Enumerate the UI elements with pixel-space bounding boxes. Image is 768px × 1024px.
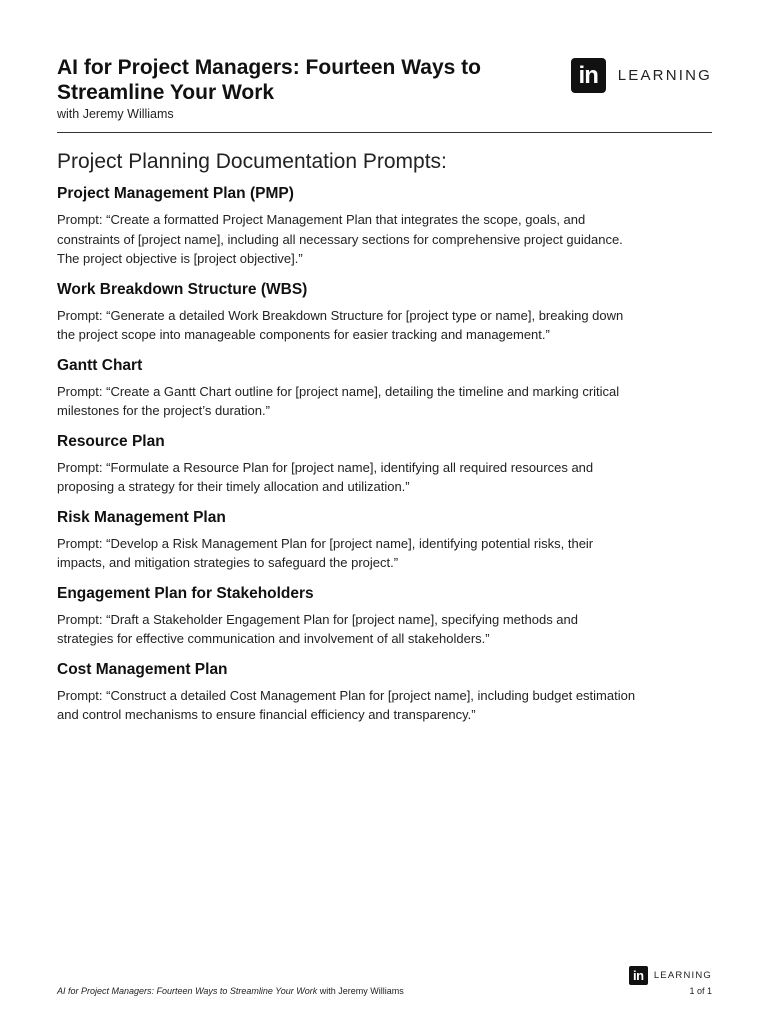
prompt-text: Prompt: “Develop a Risk Management Plan for [project name], identifying potential risks, their impacts, and mitigation strategies to safeguard the project.” [57,535,594,570]
prompt-title: Resource Plan [57,432,165,450]
document-header [57,55,712,121]
prompt-section [57,356,637,421]
prompt-title: Gantt Chart [57,356,143,374]
footer-author: with Jeremy Williams [319,986,404,996]
section-title: Project Planning Documentation Prompts: [57,150,447,173]
prompt-text: Prompt: “Draft a Stakeholder Engagement Plan for [project name], specifying methods and strategies for effective communication and involvement of all stakeholders.” [57,611,578,646]
prompt-title: Project Management Plan (PMP) [57,185,294,202]
learning-wordmark: LEARNING [617,67,712,84]
prompt-section [57,660,637,725]
footer-linkedin-learning-logo [629,966,712,985]
prompt-text: Prompt: “Construct a detailed Cost Management Plan for [project name], including budget estimation and control mechanisms to ensure financial efficiency and transparency.” [57,687,636,722]
prompt-section [57,184,637,269]
prompt-section [57,584,637,649]
prompt-title: Work Breakdown Structure (WBS) [57,280,308,298]
prompt-text: Prompt: “Generate a detailed Work Breakdown Structure for [project type or name], breaking down the project scope into manageable components for easier tracking and management.” [57,307,624,342]
prompt-section [57,280,637,345]
prompt-text: Prompt: “Create a Gantt Chart outline for [project name], detailing the timeline and marking critical milestones for the project’s duration.” [57,383,620,418]
prompt-title: Engagement Plan for Stakeholders [57,584,314,602]
header-divider [57,132,712,133]
linkedin-icon: in [571,58,606,93]
prompt-section [57,432,637,497]
linkedin-icon: in [629,966,648,985]
prompt-text: Prompt: “Formulate a Resource Plan for [project name], identifying all required resources and proposing a strategy for their timely allocation and utilization.” [57,459,594,494]
linkedin-learning-logo [571,58,712,93]
prompt-title: Risk Management Plan [57,508,226,526]
prompt-section [57,508,637,573]
prompt-text: Prompt: “Create a formatted Project Management Plan that integrates the scope, goals, and constraints of [project name], including all necessary sections for comprehensive project guidance. The project objective is [project objective].” [57,212,623,266]
footer-credit [57,986,404,996]
main-content [57,148,637,736]
prompt-title: Cost Management Plan [57,660,228,678]
document-author: with Jeremy Williams [57,107,174,121]
learning-wordmark: LEARNING [653,970,712,981]
document-title: AI for Project Managers: Fourteen Ways to Streamline Your Work [57,56,481,104]
page-number: 1 of 1 [689,986,712,996]
footer-course-title: AI for Project Managers: Fourteen Ways to Streamline Your Work [57,986,318,996]
